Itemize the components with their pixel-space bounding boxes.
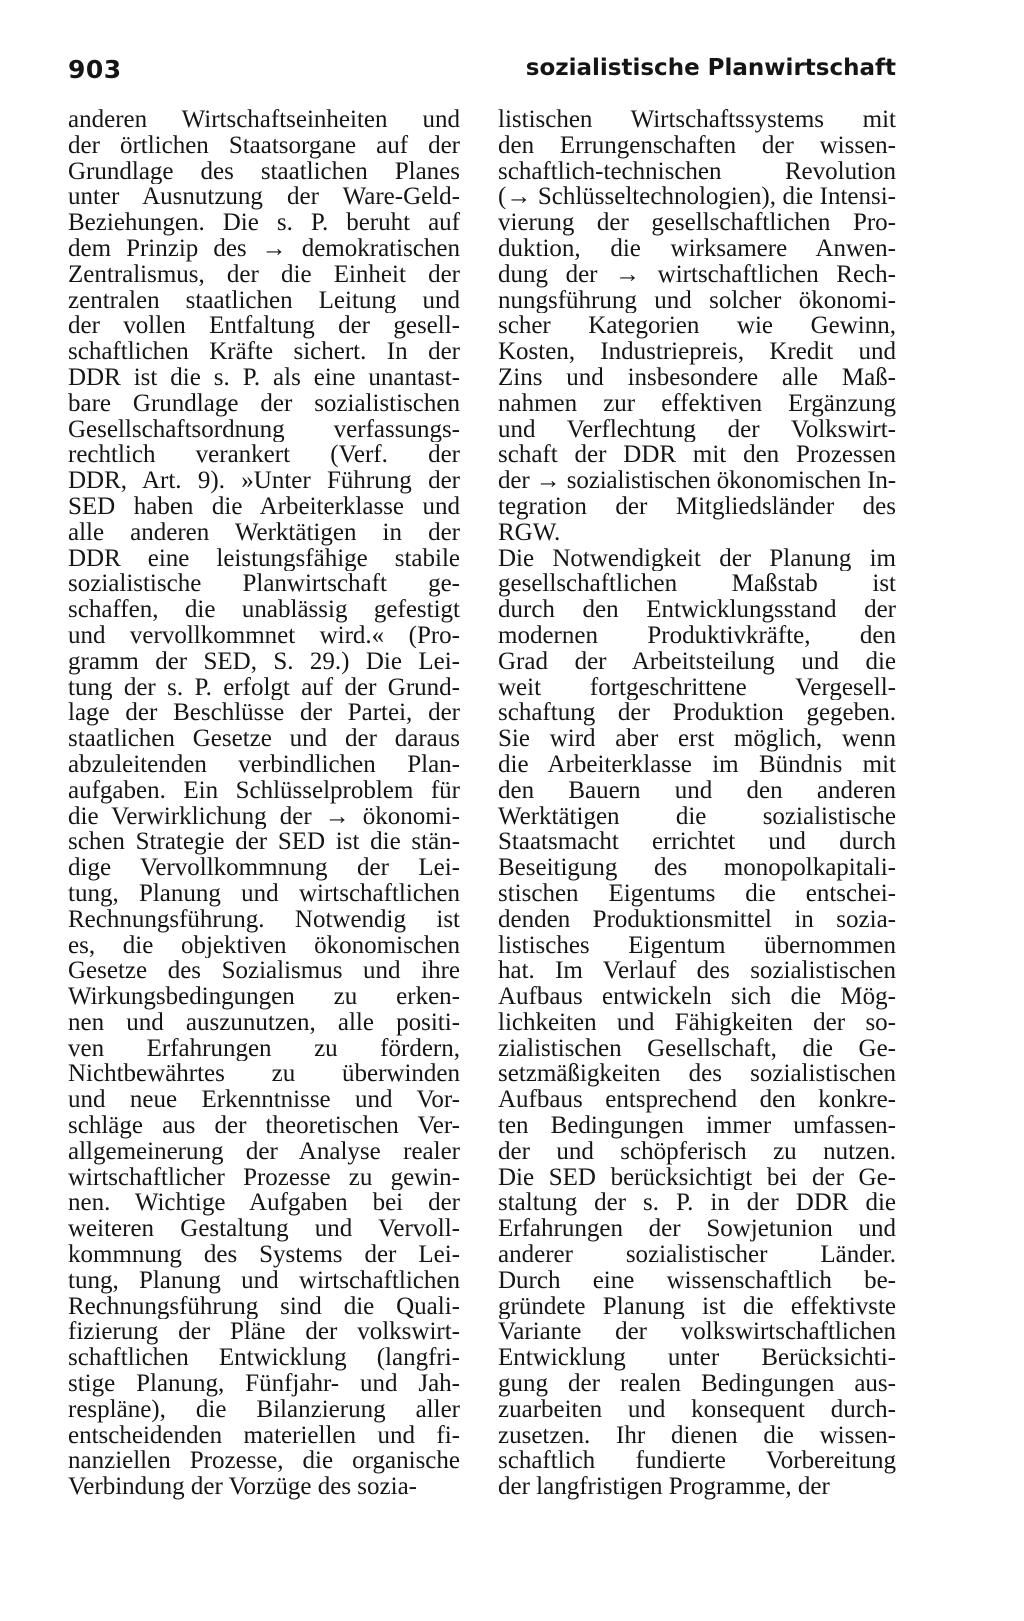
text-line: wirtschaftlicher Prozesse zu gewin- <box>68 1164 460 1191</box>
text-line: Beseitigung des monopolkapitali- <box>498 855 896 881</box>
text-line: anderen Wirtschaftseinheiten und <box>68 107 460 133</box>
text-line: gesellschaftlichen Maßstab ist <box>498 571 896 598</box>
text-line: Durch eine wissenschaftlich be- <box>498 1267 896 1294</box>
text-line: schaftlich-technischen Revolution <box>498 158 896 185</box>
text-line: Aufbaus entwickeln sich die Mög- <box>498 984 896 1010</box>
text-line: hat. Im Verlauf des sozialistischen <box>498 958 896 985</box>
text-line: gramm der SED, S. 29.) Die Lei- <box>68 648 460 675</box>
text-line: schaftung der Produktion gegeben. <box>498 700 896 727</box>
text-line: Aufbaus entsprechend den konkre- <box>498 1087 896 1114</box>
right-text-column <box>498 107 896 1500</box>
text-line: Nichtbewährtes zu überwinden <box>68 1061 460 1088</box>
text-line: Gesellschaftsordnung verfassungs- <box>68 416 460 443</box>
text-line: nahmen zur effektiven Ergänzung <box>498 390 896 417</box>
text-line: Kosten, Industriepreis, Kredit und <box>498 339 896 365</box>
text-line: Sie wird aber erst möglich, wenn <box>498 726 896 752</box>
text-line: scher Kategorien wie Gewinn, <box>498 313 896 340</box>
text-line: listischen Wirtschaftssystems mit <box>498 107 896 133</box>
text-line: der langfristigen Programme, der <box>498 1474 830 1501</box>
text-line: weit fortgeschrittene Vergesell- <box>498 674 896 701</box>
text-line: entscheidenden materiellen und fi- <box>68 1422 460 1449</box>
text-line: denden Produktionsmittel in sozia- <box>498 906 896 933</box>
text-line: Erfahrungen der Sowjetunion und <box>498 1216 896 1243</box>
text-line: zialistischen Gesellschaft, die Ge- <box>498 1035 896 1062</box>
text-line: Werktätigen die sozialistische <box>498 803 896 830</box>
text-line: gründete Planung ist die effektivste <box>498 1293 896 1320</box>
text-line: Die Notwendigkeit der Planung im <box>498 545 896 572</box>
text-line: Grundlage des staatlichen Planes <box>68 158 460 185</box>
text-line: listisches Eigentum übernommen <box>498 932 896 959</box>
text-line: fizierung der Pläne der volkswirt- <box>68 1319 460 1346</box>
text-line: sozialistische Planwirtschaft ge- <box>68 571 460 598</box>
text-line: stischen Eigentums die entschei- <box>498 880 896 907</box>
text-line: bare Grundlage der sozialistischen <box>68 390 460 417</box>
text-line: RGW. <box>498 519 561 546</box>
text-line: die Arbeiterklasse im Bündnis mit <box>498 751 896 778</box>
text-line: rechtlich verankert (Verf. der <box>68 442 460 469</box>
text-line: schaffen, die unablässig gefestigt <box>68 597 460 623</box>
text-line: kommnung des Systems der Lei- <box>68 1242 460 1268</box>
text-line: nen. Wichtige Aufgaben bei der <box>68 1190 460 1217</box>
text-line: Zins und insbesondere alle Maß- <box>498 364 896 391</box>
text-line: DDR ist die s. P. als eine unantast- <box>68 364 460 391</box>
text-line: aufgaben. Ein Schlüsselproblem für <box>68 777 460 804</box>
text-line: schaftlich fundierte Vorbereitung <box>498 1448 896 1475</box>
text-line: schaftlichen Entwicklung (langfri- <box>68 1345 460 1372</box>
text-line: unter Ausnutzung der Ware-Geld- <box>68 184 460 211</box>
text-line: die Verwirklichung der → ökonomi- <box>68 803 460 830</box>
text-line: vierung der gesellschaftlichen Pro- <box>498 210 896 236</box>
page-number: 903 <box>68 55 122 84</box>
text-line: Beziehungen. Die s. P. beruht auf <box>68 210 460 236</box>
text-line: staatlichen Gesetze und der daraus <box>68 726 460 752</box>
text-line: zusetzen. Ihr dienen die wissen- <box>498 1422 896 1449</box>
text-line: tung, Planung und wirtschaftlichen <box>68 1267 460 1294</box>
text-line: schläge aus der theoretischen Ver- <box>68 1113 460 1139</box>
text-line: staltung der s. P. in der DDR die <box>498 1190 896 1217</box>
text-line: dem Prinzip des → demokratischen <box>68 235 460 262</box>
text-line: der → sozialistischen ökonomischen In- <box>498 468 896 494</box>
text-line: DDR, Art. 9). »Unter Führung der <box>68 468 460 494</box>
text-line: schen Strategie der SED ist die stän- <box>68 829 460 856</box>
text-line: tung, Planung und wirtschaftlichen <box>68 880 460 907</box>
text-line: gung der realen Bedingungen aus- <box>498 1371 896 1397</box>
text-line: zentralen staatlichen Leitung und <box>68 287 460 314</box>
text-line: (→ Schlüsseltechnologien), die Intensi- <box>498 184 896 211</box>
running-head: sozialistische Planwirtschaft <box>525 55 896 81</box>
text-line: Gesetze des Sozialismus und ihre <box>68 958 460 985</box>
text-line: Wirkungsbedingungen zu erken- <box>68 984 460 1010</box>
text-line: weiteren Gestaltung und Vervoll- <box>68 1216 460 1243</box>
text-line: den Errungenschaften der wissen- <box>498 132 896 159</box>
text-line: und Verflechtung der Volkswirt- <box>498 416 896 443</box>
text-line: der vollen Entfaltung der gesell- <box>68 313 460 340</box>
text-line: der örtlichen Staatsorgane auf der <box>68 132 460 159</box>
text-line: tung der s. P. erfolgt auf der Grund- <box>68 674 460 701</box>
text-line: dige Vervollkommnung der Lei- <box>68 855 460 881</box>
text-line: duktion, die wirksamere Anwen- <box>498 235 896 262</box>
text-line: lage der Beschlüsse der Partei, der <box>68 700 460 727</box>
text-line: stige Planung, Fünfjahr- und Jah- <box>68 1371 460 1397</box>
text-line: nungsführung und solcher ökonomi- <box>498 287 896 314</box>
text-line: den Bauern und den anderen <box>498 777 896 804</box>
text-line: tegration der Mitgliedsländer des <box>498 493 896 520</box>
text-line: anderer sozialistischer Länder. <box>498 1242 896 1268</box>
text-line: Grad der Arbeitsteilung und die <box>498 648 896 675</box>
text-line: allgemeinerung der Analyse realer <box>68 1138 460 1165</box>
text-line: Zentralismus, der die Einheit der <box>68 261 460 288</box>
text-line: ven Erfahrungen zu fördern, <box>68 1035 460 1062</box>
text-line: und vervollkommnet wird.« (Pro- <box>68 622 460 649</box>
text-line: nen und auszunutzen, alle positi- <box>68 1009 460 1036</box>
text-line: Rechnungsführung. Notwendig ist <box>68 906 460 933</box>
text-line: durch den Entwicklungsstand der <box>498 597 896 623</box>
text-line: zuarbeiten und konsequent durch- <box>498 1396 896 1423</box>
text-line: Verbindung der Vorzüge des sozia- <box>68 1474 417 1501</box>
text-line: Entwicklung unter Berücksichti- <box>498 1345 896 1372</box>
text-line: modernen Produktivkräfte, den <box>498 622 896 649</box>
text-line: abzuleitenden verbindlichen Plan- <box>68 751 460 778</box>
text-line: Die SED berücksichtigt bei der Ge- <box>498 1164 896 1191</box>
text-line: Staatsmacht errichtet und durch <box>498 829 896 856</box>
text-line: schaftlichen Kräfte sichert. In der <box>68 339 460 365</box>
text-line: lichkeiten und Fähigkeiten der so- <box>498 1009 896 1036</box>
left-text-column <box>68 107 460 1500</box>
text-line: alle anderen Werktätigen in der <box>68 519 460 546</box>
text-line: Variante der volkswirtschaftlichen <box>498 1319 896 1346</box>
text-line: DDR eine leistungsfähige stabile <box>68 545 460 572</box>
text-line: schaft der DDR mit den Prozessen <box>498 442 896 469</box>
text-line: ten Bedingungen immer umfassen- <box>498 1113 896 1139</box>
text-line: SED haben die Arbeiterklasse und <box>68 493 460 520</box>
text-line: dung der → wirtschaftlichen Rech- <box>498 261 896 288</box>
text-line: der und schöpferisch zu nutzen. <box>498 1138 896 1165</box>
text-line: und neue Erkenntnisse und Vor- <box>68 1087 460 1114</box>
text-line: es, die objektiven ökonomischen <box>68 932 460 959</box>
text-line: setzmäßigkeiten des sozialistischen <box>498 1061 896 1088</box>
text-line: nanziellen Prozesse, die organische <box>68 1448 460 1475</box>
text-line: respläne), die Bilanzierung aller <box>68 1396 460 1423</box>
text-line: Rechnungsführung sind die Quali- <box>68 1293 460 1320</box>
